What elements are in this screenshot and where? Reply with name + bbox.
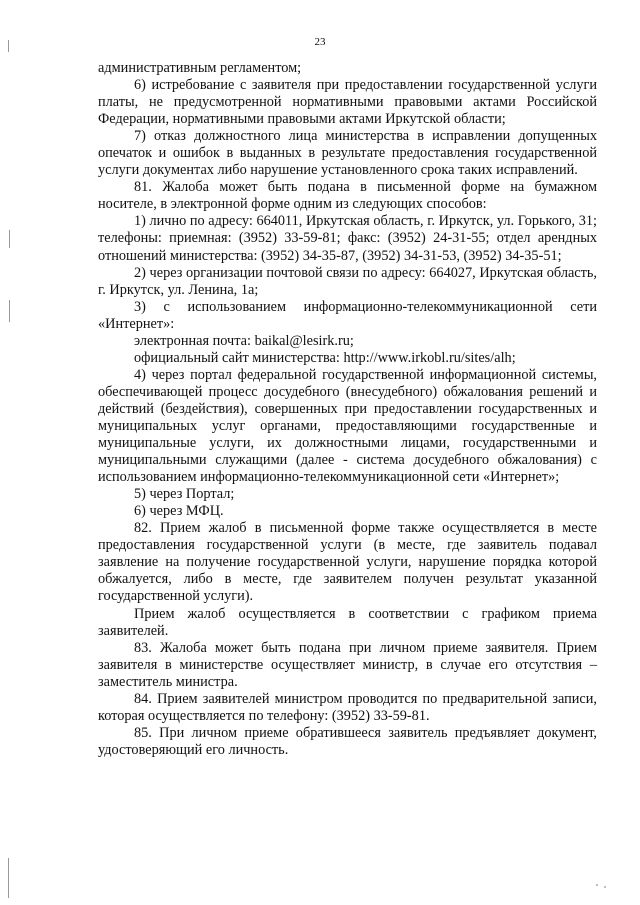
paragraph: 81. Жалоба может быть подана в письменной форме на бумажном носителе, в электронной форме одним из следующих способов:	[98, 179, 597, 213]
paragraph: 4) через портал федеральной государственной информационной системы, обеспечивающей процесс досудебного (внесудебного) обжалования решений и действий (бездействия), совершенных при предоставлении государственных и муниципальных услуг органами, предоставляющими государственные и муниципальные услуги, их должностными лицами, государственными и муниципальными служащими (далее - система досудебного обжалования) с использованием информационно-телекоммуникационной сети «Интернет»;	[98, 366, 597, 486]
paragraph: 2) через организации почтовой связи по адресу: 664027, Иркутская область, г. Иркутск, ул. Ленина, 1а;	[98, 264, 597, 298]
paragraph: 5) через Портал;	[134, 486, 235, 503]
paragraph: официальный сайт министерства: http://www.irkobl.ru/sites/alh;	[134, 349, 516, 366]
scan-margin-mark	[9, 300, 10, 322]
page-number: 23	[314, 36, 326, 48]
paragraph: электронная почта: baikal@lesirk.ru;	[134, 332, 354, 349]
scan-margin-mark	[9, 230, 10, 248]
scan-dot	[596, 884, 598, 886]
paragraph: 84. Прием заявителей министром проводится по предварительной записи, которая осуществляется по телефону: (3952) 33-59-81.	[98, 690, 597, 724]
paragraph: 6) через МФЦ.	[134, 503, 224, 520]
paragraph: 7) отказ должностного лица министерства в исправлении допущенных опечаток и ошибок в выданных в результате предоставления государственной услуги документах либо нарушение установленного срока таких исправлений.	[98, 128, 597, 179]
paragraph: административным регламентом;	[98, 60, 302, 76]
document-body	[98, 60, 597, 759]
paragraph: Прием жалоб осуществляется в соответствии с графиком приема заявителей.	[98, 605, 597, 639]
paragraph: 85. При личном приеме обратившееся заявитель предъявляет документ, удостоверяющий его личность.	[98, 724, 597, 758]
paragraph: 82. Прием жалоб в письменной форме также осуществляется в месте предоставления государственной услуги (в месте, где заявитель подавал заявление на получение государственной услуги, нарушение порядка которой обжалуется, либо в месте, где заявителем получен результат указанной государственной услуги).	[98, 520, 597, 605]
paragraph: 6) истребование с заявителя при предоставлении государственной услуги платы, не предусмотренной нормативными правовыми актами Российской Федерации, нормативными правовыми актами Иркутской области;	[98, 77, 597, 128]
scan-margin-mark	[8, 858, 9, 898]
scan-margin-mark	[8, 40, 9, 52]
scan-dot	[604, 886, 606, 888]
paragraph: 83. Жалоба может быть подана при личном приеме заявителя. Прием заявителя в министерстве осуществляет министр, в случае его отсутствия – заместитель министра.	[98, 639, 597, 690]
paragraph: 3) с использованием информационно-телекоммуникационной сети «Интернет»:	[98, 298, 597, 332]
paragraph: 1) лично по адресу: 664011, Иркутская область, г. Иркутск, ул. Горького, 31; телефоны: приемная: (3952) 33-59-81; факс: (3952) 24-31-55; отдел арендных отношений министерства: (3952) 34-35-87, (3952) 34-31-53, (3952) 34-35-51;	[98, 213, 597, 264]
